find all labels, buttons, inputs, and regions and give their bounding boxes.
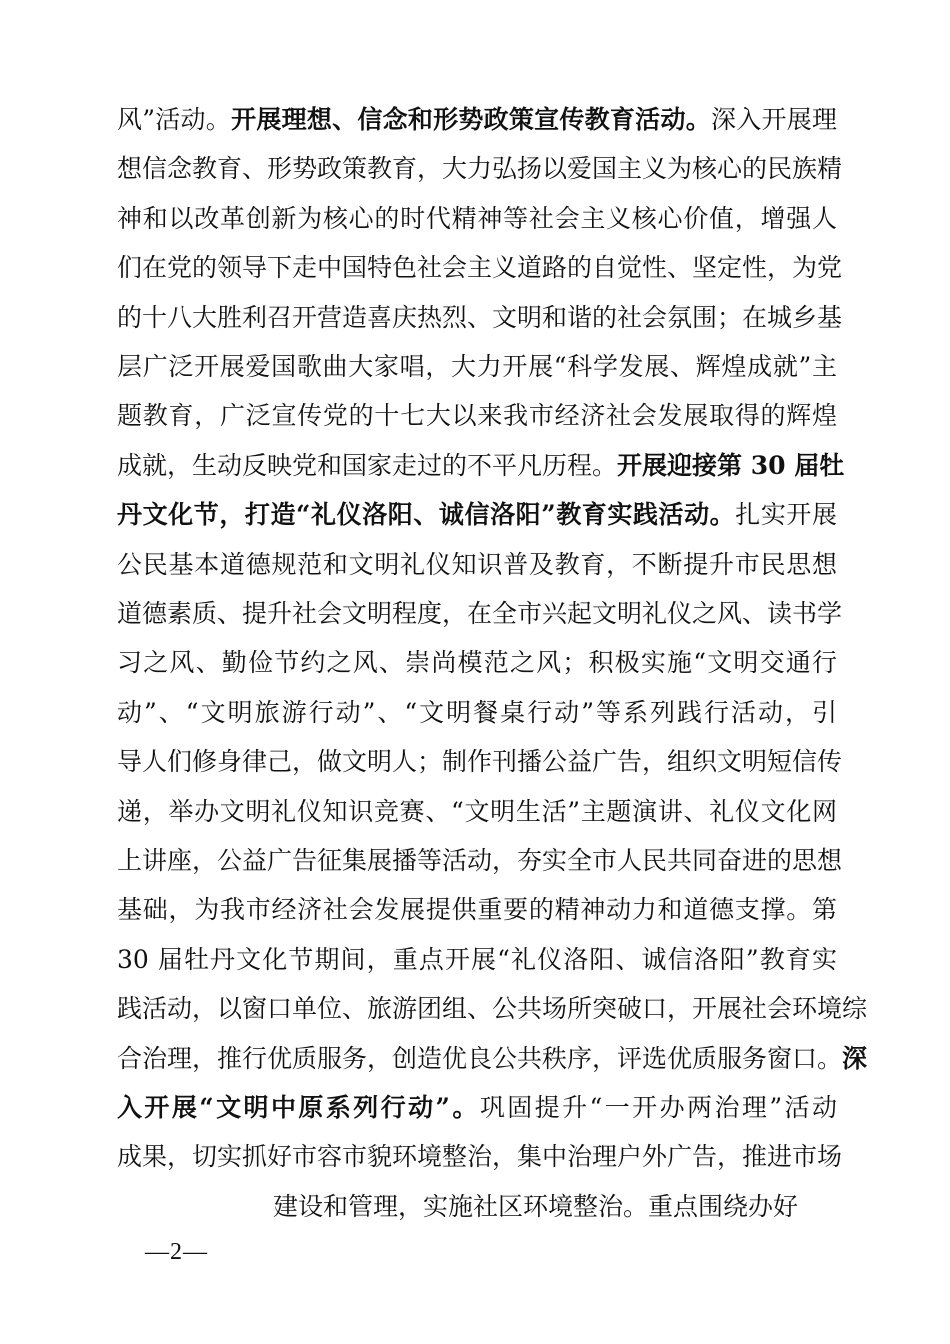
- text-segment: 习之风、勤俭节约之风、崇尚模范之风；积极实施“文明交通行: [117, 648, 837, 678]
- text-line: [117, 545, 837, 585]
- text-segment: 深入开展理: [710, 105, 837, 134]
- text-segment: 扎实开展: [735, 500, 837, 530]
- bold-heading-segment: 入开展“文明中原系列行动”。: [117, 1093, 480, 1122]
- text-line: [117, 693, 837, 733]
- text-segment: 上讲座，公益广告征集展播等活动，夯实全市人民共同奋进的思想: [117, 846, 843, 875]
- text-segment: 公民基本道德规范和文明礼仪知识普及教育，不断提升市民思想: [117, 549, 837, 579]
- text-segment: 成果，切实抓好市容市貌环境整治，集中治理户外广告，推进市场: [117, 1142, 843, 1172]
- text-line: [117, 594, 843, 634]
- text-line: [117, 643, 837, 683]
- text-segment: 基础，为我市经济社会发展提供重要的精神动力和道德支撑。第: [117, 895, 837, 925]
- text-line: [117, 890, 837, 930]
- text-line: [117, 199, 837, 239]
- text-line: [117, 1137, 843, 1177]
- bold-heading-segment: 开展迎接第 30 届牡: [617, 450, 845, 480]
- text-segment: 巩固提升“一开办两治理”活动: [479, 1093, 837, 1122]
- text-line: [117, 792, 837, 832]
- text-line: [117, 1088, 837, 1128]
- text-line: [117, 100, 837, 140]
- bold-heading-segment: 深: [842, 1043, 868, 1073]
- text-line: [117, 841, 843, 881]
- text-segment: 想信念教育、形势政策教育，大力弘扬以爱国主义为核心的民族精: [117, 154, 843, 184]
- text-segment: 动”、“文明旅游行动”、“文明餐桌行动”等系列践行活动，引: [117, 697, 837, 727]
- text-segment: 层广泛开展爱国歌曲大家唱，大力开展“科学发展、辉煌成就”主: [117, 352, 837, 381]
- text-line: [117, 940, 837, 980]
- page-number: —2—: [145, 1239, 208, 1265]
- text-line: [117, 989, 868, 1029]
- text-line: [117, 347, 837, 387]
- text-line: [117, 495, 837, 535]
- text-segment: 导人们修身律己，做文明人；制作刊播公益广告，组织文明短信传: [117, 747, 843, 777]
- bold-heading-segment: 丹文化节，打造“礼仪洛阳、诚信洛阳”教育实践活动。: [117, 500, 736, 530]
- text-line: [117, 446, 845, 486]
- text-line: [117, 1039, 868, 1079]
- text-line: [117, 248, 843, 288]
- text-segment: 神和以改革创新为核心的时代精神等社会主义核心价值，增强人: [117, 203, 837, 233]
- text-segment: 的十八大胜利召开营造喜庆热烈、文明和谐的社会氛围；在城乡基: [117, 302, 843, 332]
- text-segment: 成就，生动反映党和国家走过的不平凡历程。: [117, 450, 618, 480]
- text-segment: 题教育，广泛宣传党的十七大以来我市经济社会发展取得的辉煌: [117, 401, 837, 431]
- text-segment: 合治理，推行优质服务，创造优良公共秩序，评选优质服务窗口。: [117, 1043, 843, 1073]
- text-segment: 道德素质、提升社会文明程度，在全市兴起文明礼仪之风、读书学: [117, 599, 843, 628]
- text-segment: 建设和管理，实施社区环境整治。重点围绕办好: [273, 1191, 799, 1221]
- text-segment: 风”活动。: [117, 105, 232, 134]
- text-line: [117, 149, 843, 189]
- text-line: [117, 396, 837, 436]
- text-line: [273, 1187, 813, 1227]
- text-segment: 践活动，以窗口单位、旅游团组、公共场所突破口，开展社会环境综: [117, 994, 868, 1024]
- text-line: [117, 742, 843, 782]
- text-line: [117, 298, 843, 338]
- text-segment: 30 届牡丹文化节期间，重点开展“礼仪洛阳、诚信洛阳”教育实: [117, 944, 837, 974]
- text-segment: 递，举办文明礼仪知识竞赛、“文明生活”主题演讲、礼仪文化网: [117, 796, 837, 826]
- text-segment: 们在党的领导下走中国特色社会主义道路的自觉性、坚定性，为党: [117, 253, 843, 283]
- bold-heading-segment: 开展理想、信念和形势政策宣传教育活动。: [231, 105, 711, 134]
